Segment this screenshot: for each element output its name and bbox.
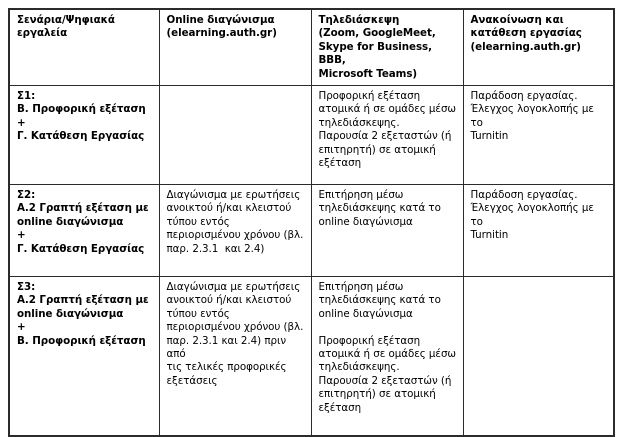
text-line: τύπου εντός bbox=[166, 215, 230, 228]
text-line: Microsoft Teams) bbox=[318, 67, 418, 80]
text-line: κατάθεση εργασίας bbox=[470, 27, 582, 40]
text-line: τις τελικές προφορικές bbox=[166, 361, 287, 374]
text-line: Προφορική εξέταση bbox=[318, 334, 421, 347]
text-line: Β. Προφορική εξέταση bbox=[17, 103, 146, 116]
table-body bbox=[9, 86, 614, 437]
text-line: Παράδοση εργασίας. bbox=[470, 189, 578, 202]
text-line: εξέταση bbox=[318, 401, 362, 414]
table-header bbox=[9, 9, 614, 86]
text-line: τηλεδιάσκεψης. bbox=[318, 116, 400, 129]
header-cell-teleconference bbox=[311, 9, 463, 86]
text-line: Α.2 Γραπτή εξέταση με bbox=[17, 294, 149, 307]
text-line: Skype for Business, BBB, bbox=[318, 40, 436, 67]
text-line: + bbox=[17, 229, 26, 242]
text-line: Online διαγώνισμα bbox=[166, 14, 275, 26]
cell-online-exam-s3 bbox=[159, 277, 311, 437]
header-cell-scenarios bbox=[9, 9, 159, 86]
text-line: Σενάρια/Ψηφιακά bbox=[17, 14, 115, 26]
text-line: online διαγώνισμα bbox=[318, 307, 413, 320]
text-line: (elearning.auth.gr) bbox=[470, 40, 581, 53]
cell-announcement-s2 bbox=[463, 185, 614, 277]
text-line: Επιτήρηση μέσω bbox=[318, 189, 404, 202]
header-cell-announcement-submission bbox=[463, 9, 614, 86]
text-line: Προφορική εξέταση bbox=[318, 90, 421, 103]
text-line: Έλεγχος λογοκλοπής με το bbox=[470, 103, 598, 129]
text-line: Σ3: bbox=[17, 281, 36, 294]
text-line: επιτηρητή) σε ατομική bbox=[318, 143, 436, 156]
cell-teleconference-s2 bbox=[311, 185, 463, 277]
text-line: Τηλεδιάσκεψη bbox=[318, 14, 400, 26]
text-line: επιτηρητή) σε ατομική bbox=[318, 388, 436, 401]
text-line: Σ2: bbox=[17, 189, 36, 202]
text-line: Γ. Κατάθεση Εργασίας bbox=[17, 242, 145, 255]
text-line: Ανακοίνωση και bbox=[470, 14, 564, 26]
text-line: τηλεδιάσκεψης. bbox=[318, 361, 400, 374]
text-line: ατομικά ή σε ομάδες μέσω bbox=[318, 103, 457, 116]
cell-teleconference-s1 bbox=[311, 86, 463, 185]
text-line: Turnitin bbox=[470, 130, 509, 143]
cell-scenario-s1 bbox=[9, 86, 159, 185]
table-row bbox=[9, 277, 614, 437]
text-line: Α.2 Γραπτή εξέταση με bbox=[17, 202, 149, 215]
text-line: Διαγώνισμα με ερωτήσεις bbox=[166, 281, 301, 294]
paragraph-spacer bbox=[319, 321, 457, 334]
text-line: Έλεγχος λογοκλοπής με το bbox=[470, 202, 598, 228]
text-line: (elearning.auth.gr) bbox=[166, 27, 277, 40]
text-line: Παράδοση εργασίας. bbox=[470, 90, 578, 103]
table-row bbox=[9, 86, 614, 185]
cell-scenario-s3 bbox=[9, 277, 159, 437]
text-line: παρ. 2.3.1 και 2.4) πριν από bbox=[166, 334, 290, 361]
text-line: online διαγώνισμα bbox=[17, 307, 124, 320]
cell-announcement-s1 bbox=[463, 86, 614, 185]
text-line: περιορισμένου χρόνου (βλ. bbox=[166, 321, 304, 334]
text-line: Γ. Κατάθεση Εργασίας bbox=[17, 130, 145, 143]
cell-scenario-s2 bbox=[9, 185, 159, 277]
text-line: Παρουσία 2 εξεταστών (ή bbox=[318, 130, 452, 143]
text-line: παρ. 2.3.1 και 2.4) bbox=[166, 242, 265, 255]
text-line: online διαγώνισμα bbox=[318, 215, 413, 228]
text-line: Β. Προφορική εξέταση bbox=[17, 334, 146, 347]
cell-announcement-s3 bbox=[463, 277, 614, 437]
text-line: + bbox=[17, 321, 26, 334]
cell-online-exam-s2 bbox=[159, 185, 311, 277]
text-line: εξετάσεις bbox=[166, 374, 218, 387]
text-line: Διαγώνισμα με ερωτήσεις bbox=[166, 189, 301, 202]
cell-teleconference-s3 bbox=[311, 277, 463, 437]
text-line: + bbox=[17, 116, 26, 129]
cell-online-exam-s1 bbox=[159, 86, 311, 185]
text-line: ατομικά ή σε ομάδες μέσω bbox=[318, 348, 457, 361]
text-line: τηλεδιάσκεψης κατά το bbox=[318, 294, 441, 307]
text-line: (Zoom, GoogleMeet, bbox=[318, 27, 436, 40]
text-line: τύπου εντός bbox=[166, 307, 230, 320]
text-line: εξέταση bbox=[318, 157, 362, 170]
table-row bbox=[9, 185, 614, 277]
text-line: Επιτήρηση μέσω bbox=[318, 281, 404, 294]
text-line: τηλεδιάσκεψης κατά το bbox=[318, 202, 441, 215]
text-line: εργαλεία bbox=[17, 27, 68, 40]
header-cell-online-exam bbox=[159, 9, 311, 86]
text-line: Σ1: bbox=[17, 90, 36, 103]
table-header-row bbox=[9, 9, 614, 86]
scenarios-table bbox=[8, 8, 615, 437]
text-line: περιορισμένου χρόνου (βλ. bbox=[166, 229, 304, 242]
text-line: Παρουσία 2 εξεταστών (ή bbox=[318, 374, 452, 387]
text-line: ανοικτού ή/και κλειστού bbox=[166, 294, 292, 307]
text-line: online διαγώνισμα bbox=[17, 215, 124, 228]
text-line: ανοικτού ή/και κλειστού bbox=[166, 202, 292, 215]
text-line: Turnitin bbox=[470, 229, 509, 242]
